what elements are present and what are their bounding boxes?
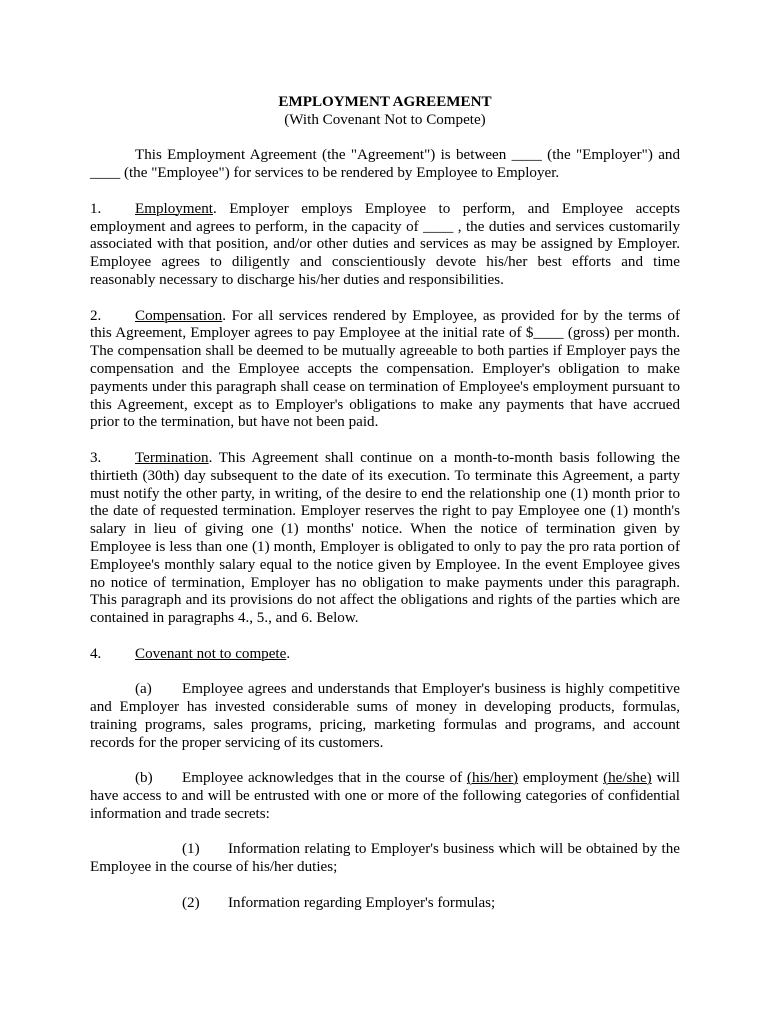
termination-clause-line: salary in lieu of giving one (1) months' notice. When the notice of termination given by (90, 521, 680, 538)
pronoun-placeholder: (his/her) (466, 770, 519, 787)
termination-clause-line: no notice of termination, Employer has no obligation to make payments under this paragraph. (90, 574, 680, 591)
termination-clause-line: contained in paragraphs 4., 5., and 6. Below. (90, 610, 359, 627)
covenant-clause-b-line: have access to and will be entrusted with one or more of the following categories of confidential (90, 788, 680, 805)
intro-line: This Employment Agreement (the "Agreement") is between ____ (the "Employer") and (135, 147, 680, 164)
section-text: . (286, 645, 291, 662)
covenant-clause-a-line: records for the proper servicing of its customers. (90, 734, 384, 751)
covenant-heading-line (90, 646, 680, 664)
intro-paragraph (90, 147, 680, 183)
section-number: 2. (90, 307, 102, 324)
section-termination (90, 450, 680, 628)
employment-clause-line (90, 201, 680, 219)
title-block (90, 94, 680, 130)
compensation-clause-line: payments under this paragraph shall cease on termination of Employee's employment pursuant to (90, 378, 680, 395)
covenant-clause-a-line: and Employer has invested considerable sums of money in developing products, formulas, (90, 699, 680, 716)
document-title: EMPLOYMENT AGREEMENT (278, 94, 492, 110)
employment-clause-line: associated with that position, and/or other duties and services as may be assigned by Employer. (90, 236, 680, 253)
item-text: Information relating to Employer's business which will be obtained by the (228, 841, 680, 858)
section-compensation (90, 308, 680, 433)
termination-clause-line (90, 450, 680, 468)
confidential-item-2 (90, 895, 680, 913)
termination-clause-line: the date of requested termination. Employer reserves the right to pay Employee one (1) month's (90, 503, 680, 520)
section-number: 3. (90, 449, 102, 466)
clause-label: (b) (135, 770, 153, 787)
clause-text: employment (522, 770, 599, 787)
employment-clause-line: Employee agrees to diligently and conscientiously devote his/her best efforts and time (90, 254, 680, 271)
section-text: . This Agreement shall continue on a month-to-month basis following the (208, 449, 680, 466)
termination-clause-line: Employee's monthly salary equal to the notice given by Employee. In the event Employee gives (90, 556, 680, 573)
covenant-clause-a-line (90, 681, 680, 699)
compensation-clause-line: this Agreement, except as to Employer's obligations to make any payments that have accrued (90, 396, 680, 413)
item-label: (1) (182, 841, 200, 858)
termination-clause-line: must notify the other party, in writing, of the desire to end the relationship one (1) month prior to (90, 485, 680, 502)
employment-clause-line: employment and agrees to perform, in the capacity of ____ , the duties and services customarily (90, 218, 680, 235)
termination-clause-line: thirtieth (30th) day subsequent to the date of its execution. To terminate this Agreement, a party (90, 467, 680, 484)
confidential-item-line (90, 895, 680, 913)
section-heading: Compensation (135, 307, 223, 324)
compensation-clause-line: compensation and the Employee accepts the compensation. Employer's obligation to make (90, 360, 680, 377)
section-text: . Employer employs Employee to perform, and Employee accepts (212, 200, 680, 217)
clause-text: Employee agrees and understands that Employer's business is highly competitive (182, 681, 680, 698)
document-subtitle: (With Covenant Not to Compete) (284, 111, 486, 128)
section-text: . For all services rendered by Employee, as provided for by the terms of (222, 307, 680, 324)
clause-label: (a) (135, 681, 152, 698)
termination-clause-line: Employee is less than one (1) month, Employer is obligated to only to pay the pro rata portion of (90, 538, 680, 555)
covenant-clause-b (90, 770, 680, 823)
confidential-item-line: Employee in the course of his/her duties; (90, 859, 338, 876)
compensation-clause-line: prior to the termination, but have not been paid. (90, 414, 379, 431)
confidential-item-1 (90, 841, 680, 877)
intro-line: ____ (the "Employee") for services to be rendered by Employee to Employer. (90, 165, 560, 182)
employment-clause-line: reasonably necessary to discharge his/her duties and responsibilities. (90, 271, 504, 288)
section-employment (90, 201, 680, 290)
covenant-clause-a-line: training programs, sales programs, pricing, marketing formulas and programs, and account (90, 716, 680, 733)
compensation-clause-line (90, 308, 680, 326)
termination-clause-line: This paragraph and its provisions do not affect the obligations and rights of the parties which are (90, 592, 680, 609)
section-heading: Termination (135, 449, 209, 466)
item-label: (2) (182, 894, 200, 911)
clause-text: Employee acknowledges that in the course of (182, 770, 463, 787)
section-heading: Covenant not to compete (135, 645, 287, 662)
confidential-item-line (90, 841, 680, 859)
item-text: Information regarding Employer's formulas; (228, 894, 496, 911)
compensation-clause-line: The compensation shall be deemed to be mutually agreeable to both parties if Employer pays the (90, 343, 680, 360)
section-number: 1. (90, 200, 102, 217)
covenant-clause-a (90, 681, 680, 752)
section-number: 4. (90, 645, 102, 662)
pronoun-placeholder: (he/she) (603, 770, 652, 787)
clause-text: will (656, 770, 680, 787)
section-heading: Employment (135, 200, 213, 217)
section-covenant (90, 646, 680, 664)
covenant-clause-b-line: information and trade secrets: (90, 805, 270, 822)
compensation-clause-line: this Agreement, Employer agrees to pay Employee at the initial rate of $____ (gross) per month. (90, 325, 680, 342)
covenant-clause-b-line (90, 770, 680, 788)
